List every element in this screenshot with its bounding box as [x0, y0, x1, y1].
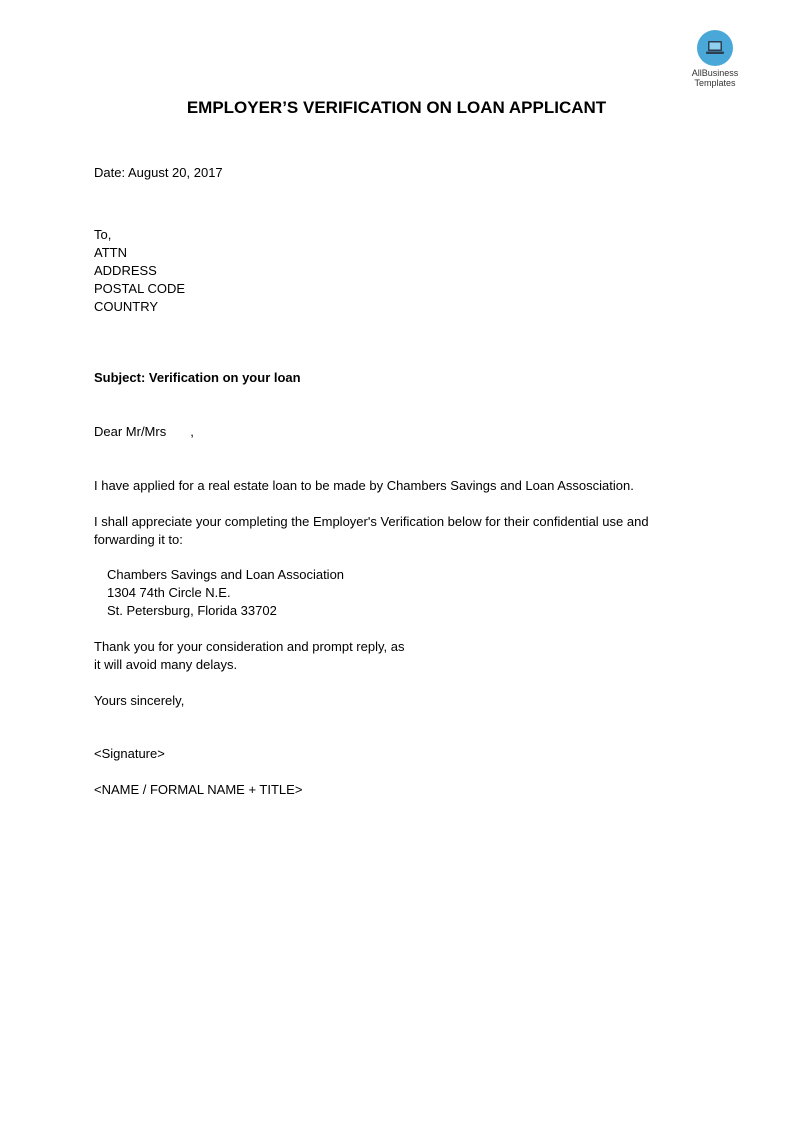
- lender-address-line-2: 1304 74th Circle N.E.: [107, 585, 231, 600]
- lender-address-line-1: Chambers Savings and Loan Association: [107, 567, 345, 582]
- body-paragraph-2-line-2: forwarding it to:: [94, 532, 183, 547]
- body-paragraph-3-line-2: it will avoid many delays.: [94, 657, 238, 672]
- logo-line-2: Templates: [694, 78, 736, 88]
- recipient-address: ADDRESS: [94, 263, 157, 278]
- body-paragraph-2-line-1: I shall appreciate your completing the Employer's Verification below for their confidential use and: [94, 514, 649, 529]
- date-line: Date: August 20, 2017: [94, 165, 223, 180]
- salutation-comma: ,: [190, 424, 194, 439]
- closing: Yours sincerely,: [94, 693, 185, 708]
- document-title: EMPLOYER’S VERIFICATION ON LOAN APPLICANT: [186, 98, 607, 117]
- salutation-text: Dear Mr/Mrs: [94, 424, 167, 439]
- logo-text: [680, 68, 750, 88]
- subject-line: Subject: Verification on your loan: [94, 370, 301, 385]
- laptop-icon: [697, 30, 733, 66]
- recipient-postal-code: POSTAL CODE: [94, 281, 186, 296]
- salutation: [94, 423, 194, 441]
- lender-address-line-3: St. Petersburg, Florida 33702: [107, 603, 277, 618]
- logo-line-1: AllBusiness: [691, 68, 739, 78]
- name-title-placeholder: <NAME / FORMAL NAME + TITLE>: [94, 782, 303, 797]
- recipient-to: To,: [94, 227, 112, 242]
- recipient-attn: ATTN: [94, 245, 127, 260]
- body-paragraph-3-line-1: Thank you for your consideration and prompt reply, as: [94, 639, 405, 654]
- allbusiness-logo: [680, 30, 750, 88]
- body-paragraph-1: I have applied for a real estate loan to be made by Chambers Savings and Loan Assosciation.: [94, 478, 634, 493]
- signature-placeholder: <Signature>: [94, 746, 165, 761]
- recipient-country: COUNTRY: [94, 299, 159, 314]
